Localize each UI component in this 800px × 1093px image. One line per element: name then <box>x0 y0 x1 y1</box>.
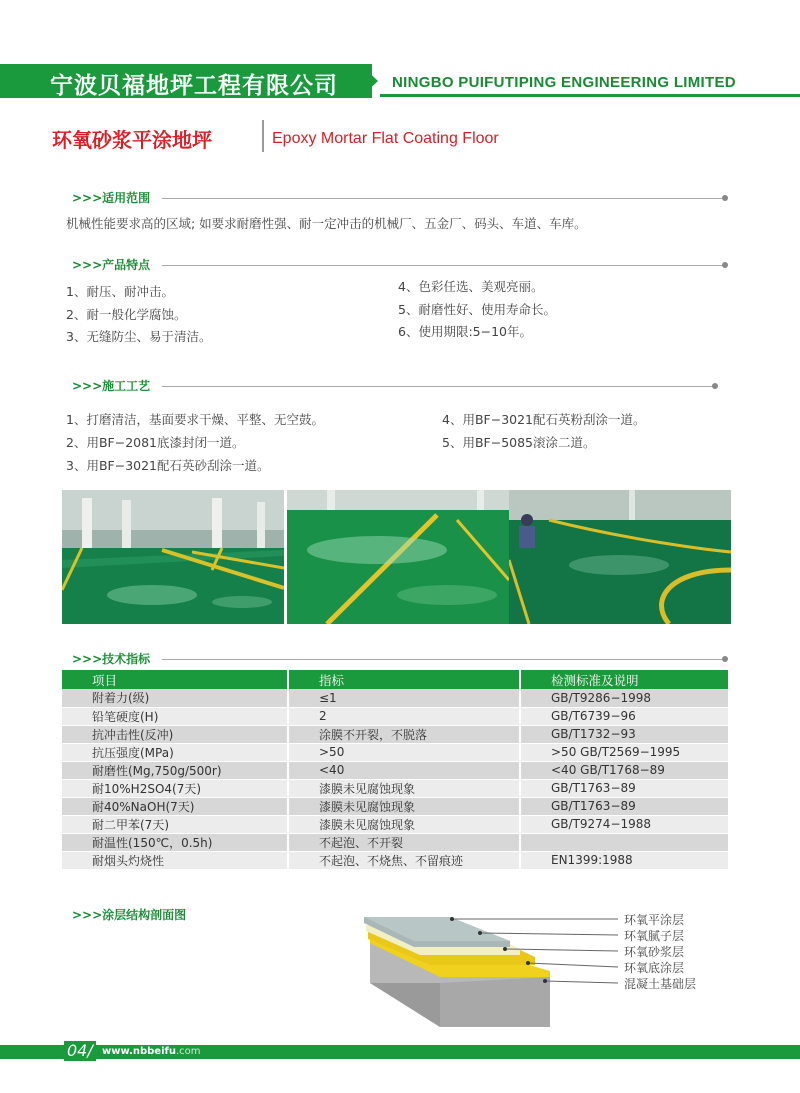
feature-item: 4、色彩任选、美观亮丽。 <box>398 279 544 294</box>
leader-line <box>528 963 618 967</box>
leader-line <box>505 949 618 951</box>
feature-item: 3、无缝防尘、易于清洁。 <box>66 329 212 344</box>
table-cell: 涂膜不开裂，不脱落 <box>288 725 520 743</box>
section-rule <box>162 198 724 199</box>
process-step: 4、用BF−3021配石英粉刮涂一道。 <box>442 412 646 427</box>
table-cell: 漆膜未见腐蚀现象 <box>288 779 520 797</box>
company-name-en: NINGBO PUIFUTIPING ENGINEERING LIMITED <box>392 74 736 91</box>
layer-label-primer: 环氧底涂层 <box>624 961 685 975</box>
header-underline <box>380 94 800 97</box>
title-divider <box>262 120 264 152</box>
header-notch <box>360 64 378 98</box>
table-cell: 不起泡、不烧焦、不留痕迹 <box>288 851 520 869</box>
table-cell: GB/T1763−89 <box>520 797 729 815</box>
table-cell: <40 GB/T1768−89 <box>520 761 729 779</box>
leader-dot <box>526 961 530 965</box>
coating-layer-diagram <box>360 905 620 1030</box>
section-label: >>>产品特点 <box>72 258 151 272</box>
leader-dot <box>450 917 454 921</box>
section-dot <box>722 656 728 662</box>
table-row <box>62 833 729 851</box>
company-name-cn: 宁波贝福地坪工程有限公司 <box>50 73 338 99</box>
layer-label-putty: 环氧腻子层 <box>624 929 685 943</box>
process-step: 1、打磨清洁，基面要求干燥、平整、无空鼓。 <box>66 412 324 427</box>
layer-label-topcoat: 环氧平涂层 <box>624 913 685 927</box>
table-cell: GB/T1763−89 <box>520 779 729 797</box>
page-title-cn: 环氧砂浆平涂地坪 <box>52 128 212 152</box>
process-step: 2、用BF−2081底漆封闭一道。 <box>66 435 245 450</box>
table-cell: 铅笔硬度(H) <box>62 707 288 725</box>
section-label: >>>适用范围 <box>72 191 151 205</box>
table-cell: ≤1 <box>288 689 520 707</box>
table-cell: 抗压强度(MPa) <box>62 743 288 761</box>
table-row <box>62 851 729 869</box>
table-cell: 抗冲击性(反冲) <box>62 725 288 743</box>
section-dot <box>712 383 718 389</box>
table-row <box>62 761 729 779</box>
table-cell: 耐40%NaOH(7天) <box>62 797 288 815</box>
table-cell: 耐10%H2SO4(7天) <box>62 779 288 797</box>
table-row <box>62 689 729 707</box>
table-cell: >50 GB/T2569−1995 <box>520 743 729 761</box>
process-step: 5、用BF−5085滚涂二道。 <box>442 435 596 450</box>
section-scope-heading <box>72 189 742 205</box>
table-cell: 附着力(级) <box>62 689 288 707</box>
table-cell: 漆膜未见腐蚀现象 <box>288 815 520 833</box>
section-dot <box>722 262 728 268</box>
section-features-heading <box>72 256 742 272</box>
table-row <box>62 797 729 815</box>
table-cell: 耐温性(150℃，0.5h) <box>62 833 288 851</box>
table-cell: GB/T9286−1998 <box>520 689 729 707</box>
table-cell: 耐磨性(Mg,750g/500r) <box>62 761 288 779</box>
table-cell: <40 <box>288 761 520 779</box>
table-cell: 不起泡、不开裂 <box>288 833 520 851</box>
spec-table <box>62 670 730 870</box>
layer-label-mortar: 环氧砂浆层 <box>624 945 685 959</box>
table-cell: GB/T1732−93 <box>520 725 729 743</box>
feature-item: 5、耐磨性好、使用寿命长。 <box>398 302 556 317</box>
scope-text: 机械性能要求高的区域; 如要求耐磨性强、耐一定冲击的机械厂、五金厂、码头、车道、车库。 <box>66 216 587 231</box>
table-cell: EN1399:1988 <box>520 851 729 869</box>
section-label: >>>涂层结构剖面图 <box>72 908 187 922</box>
url-tail: .com <box>176 1046 201 1057</box>
table-header-row <box>62 670 729 689</box>
section-structure-heading <box>72 906 272 922</box>
green-floor-yellow-line-photo <box>287 490 509 624</box>
leader-dot <box>543 979 547 983</box>
table-cell: 2 <box>288 707 520 725</box>
table-row <box>62 815 729 833</box>
column-header: 检测标准及说明 <box>520 670 729 689</box>
concrete-front-face <box>440 977 550 1027</box>
section-process-heading <box>72 377 732 393</box>
column-header: 项目 <box>62 670 288 689</box>
page-title-en: Epoxy Mortar Flat Coating Floor <box>272 130 499 147</box>
website-url[interactable] <box>102 1045 201 1059</box>
leader-dot <box>503 947 507 951</box>
table-cell: 漆膜未见腐蚀现象 <box>288 797 520 815</box>
section-rule <box>162 659 724 660</box>
table-row <box>62 743 729 761</box>
page-number: 04/ <box>64 1041 96 1061</box>
concrete-side-face <box>370 983 440 1027</box>
section-label: >>>施工工艺 <box>72 379 151 393</box>
table-cell: 耐二甲苯(7天) <box>62 815 288 833</box>
header-band <box>0 64 800 98</box>
url-main: www.nbbeifu <box>102 1046 176 1057</box>
section-label: >>>技术指标 <box>72 652 151 666</box>
table-cell: 耐烟头灼烧性 <box>62 851 288 869</box>
table-row <box>62 779 729 797</box>
table-row <box>62 707 729 725</box>
leader-line <box>545 981 618 983</box>
table-row <box>62 725 729 743</box>
feature-item: 2、耐一般化学腐蚀。 <box>66 307 187 322</box>
floor-coating-work-photo <box>509 490 731 624</box>
table-cell: >50 <box>288 743 520 761</box>
column-header: 指标 <box>288 670 520 689</box>
section-specs-heading <box>72 650 732 666</box>
feature-item: 6、使用期限:5−10年。 <box>398 324 532 339</box>
leader-dot <box>478 931 482 935</box>
table-cell: GB/T9274−1988 <box>520 815 729 833</box>
section-dot <box>722 195 728 201</box>
table-cell <box>520 833 729 851</box>
process-step: 3、用BF−3021配石英砂刮涂一道。 <box>66 458 270 473</box>
section-rule <box>162 386 714 387</box>
table-cell: GB/T6739−96 <box>520 707 729 725</box>
parking-garage-floor-photo <box>62 490 284 624</box>
section-rule <box>162 265 724 266</box>
leader-line <box>480 933 618 935</box>
feature-item: 1、耐压、耐冲击。 <box>66 284 174 299</box>
layer-label-concrete: 混凝土基础层 <box>624 977 697 991</box>
